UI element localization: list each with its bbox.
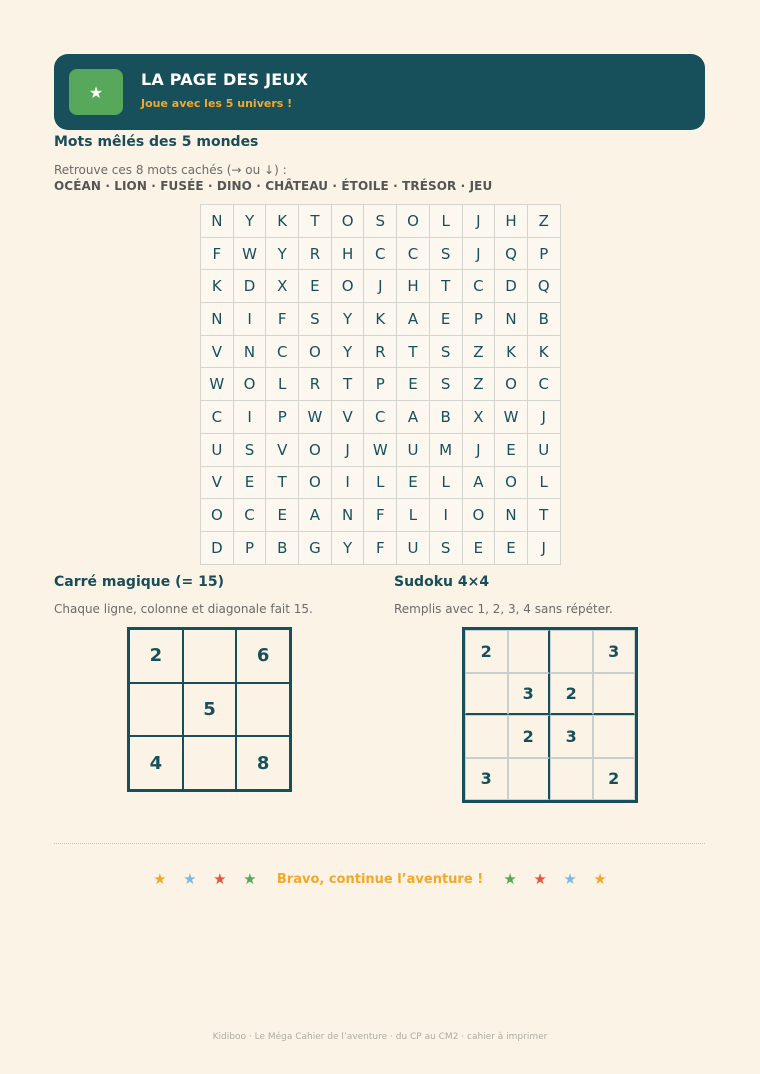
wordsearch-cell: N xyxy=(234,336,267,369)
wordsearch-cell: P xyxy=(266,401,299,434)
wordsearch-cell: A xyxy=(397,401,430,434)
wordsearch-cell: Y xyxy=(266,238,299,271)
wordsearch-grid xyxy=(200,204,561,565)
wordsearch-cell: D xyxy=(234,270,267,303)
wordsearch-cell: T xyxy=(299,205,332,238)
star-icon: ★ xyxy=(533,870,547,888)
star-icon: ★ xyxy=(183,870,197,888)
wordsearch-cell: S xyxy=(234,434,267,467)
page-title: LA PAGE DES JEUX xyxy=(141,70,309,89)
wordsearch-cell: B xyxy=(266,532,299,565)
magic-square-cell[interactable] xyxy=(183,629,237,683)
wordsearch-cell: E xyxy=(430,303,463,336)
wordsearch-cell: S xyxy=(364,205,397,238)
wordsearch-cell: E xyxy=(495,434,528,467)
wordsearch-cell: U xyxy=(397,532,430,565)
wordsearch-cell: O xyxy=(463,499,496,532)
bravo-banner xyxy=(0,868,760,890)
wordsearch-cell: J xyxy=(528,532,561,565)
wordsearch-cell: V xyxy=(201,467,234,500)
wordsearch-word-list: OCÉAN · LION · FUSÉE · DINO · CHÂTEAU · ÉTOILE · TRÉSOR · JEU xyxy=(54,179,493,193)
wordsearch-cell: A xyxy=(463,467,496,500)
wordsearch-cell: E xyxy=(397,368,430,401)
wordsearch-cell: H xyxy=(495,205,528,238)
wordsearch-cell: X xyxy=(266,270,299,303)
sudoku-cell: 2 xyxy=(508,715,551,758)
sudoku-cell: 2 xyxy=(593,758,636,801)
wordsearch-cell: L xyxy=(266,368,299,401)
star-icon: ★ xyxy=(243,870,257,888)
wordsearch-cell: Y xyxy=(332,336,365,369)
wordsearch-cell: I xyxy=(332,467,365,500)
star-icon: ★ xyxy=(593,870,607,888)
sudoku-cell: 3 xyxy=(593,630,636,673)
wordsearch-cell: W xyxy=(234,238,267,271)
wordsearch-cell: Q xyxy=(528,270,561,303)
wordsearch-cell: J xyxy=(364,270,397,303)
wordsearch-cell: E xyxy=(463,532,496,565)
wordsearch-cell: R xyxy=(299,368,332,401)
magic-square-instruction: Chaque ligne, colonne et diagonale fait 15. xyxy=(54,602,313,616)
sudoku-title: Sudoku 4×4 xyxy=(394,574,490,590)
page-header xyxy=(54,54,705,130)
wordsearch-cell: K xyxy=(528,336,561,369)
wordsearch-cell: E xyxy=(397,467,430,500)
sudoku-cell: 3 xyxy=(550,715,593,758)
wordsearch-cell: S xyxy=(430,532,463,565)
wordsearch-cell: C xyxy=(201,401,234,434)
wordsearch-title: Mots mêlés des 5 mondes xyxy=(54,134,259,150)
magic-square-cell: 5 xyxy=(183,683,237,737)
wordsearch-cell: N xyxy=(201,303,234,336)
page-subtitle: Joue avec les 5 univers ! xyxy=(141,97,293,110)
wordsearch-cell: F xyxy=(364,499,397,532)
magic-square-cell: 2 xyxy=(129,629,183,683)
wordsearch-cell: S xyxy=(430,368,463,401)
wordsearch-cell: T xyxy=(397,336,430,369)
wordsearch-cell: P xyxy=(234,532,267,565)
wordsearch-cell: O xyxy=(299,467,332,500)
wordsearch-cell: O xyxy=(332,205,365,238)
wordsearch-cell: I xyxy=(234,401,267,434)
sudoku-instruction: Remplis avec 1, 2, 3, 4 sans répéter. xyxy=(394,602,613,616)
wordsearch-cell: O xyxy=(299,336,332,369)
wordsearch-cell: S xyxy=(430,336,463,369)
bravo-text: Bravo, continue l’aventure ! xyxy=(276,871,484,887)
wordsearch-cell: R xyxy=(299,238,332,271)
wordsearch-cell: Y xyxy=(234,205,267,238)
wordsearch-cell: F xyxy=(201,238,234,271)
wordsearch-cell: L xyxy=(397,499,430,532)
wordsearch-cell: T xyxy=(332,368,365,401)
wordsearch-cell: B xyxy=(528,303,561,336)
wordsearch-cell: C xyxy=(364,401,397,434)
wordsearch-cell: W xyxy=(495,401,528,434)
wordsearch-cell: C xyxy=(234,499,267,532)
wordsearch-cell: X xyxy=(463,401,496,434)
magic-square-cell: 6 xyxy=(236,629,290,683)
wordsearch-cell: O xyxy=(234,368,267,401)
wordsearch-cell: I xyxy=(430,499,463,532)
sudoku-cell: 2 xyxy=(550,673,593,716)
wordsearch-cell: S xyxy=(299,303,332,336)
wordsearch-cell: E xyxy=(234,467,267,500)
wordsearch-cell: V xyxy=(266,434,299,467)
wordsearch-cell: Z xyxy=(463,336,496,369)
wordsearch-cell: W xyxy=(299,401,332,434)
sudoku-cell[interactable] xyxy=(465,673,508,716)
wordsearch-cell: C xyxy=(463,270,496,303)
wordsearch-cell: E xyxy=(495,532,528,565)
wordsearch-cell: G xyxy=(299,532,332,565)
magic-square-cell: 8 xyxy=(236,736,290,790)
wordsearch-cell: U xyxy=(397,434,430,467)
wordsearch-cell: P xyxy=(463,303,496,336)
sudoku-cell[interactable] xyxy=(593,715,636,758)
wordsearch-cell: H xyxy=(332,238,365,271)
wordsearch-cell: W xyxy=(201,368,234,401)
star-icon: ★ xyxy=(563,870,577,888)
star-icon: ★ xyxy=(213,870,227,888)
wordsearch-cell: F xyxy=(266,303,299,336)
wordsearch-cell: O xyxy=(332,270,365,303)
sudoku-cell[interactable] xyxy=(508,758,551,801)
wordsearch-instruction: Retrouve ces 8 mots cachés (→ ou ↓) : xyxy=(54,163,287,177)
star-icon: ★ xyxy=(69,69,123,115)
wordsearch-cell: K xyxy=(364,303,397,336)
wordsearch-cell: E xyxy=(266,499,299,532)
wordsearch-cell: J xyxy=(463,434,496,467)
wordsearch-cell: J xyxy=(332,434,365,467)
wordsearch-cell: K xyxy=(495,336,528,369)
page-footer: Kidiboo · Le Méga Cahier de l’aventure · du CP au CM2 · cahier à imprimer xyxy=(212,1032,548,1042)
wordsearch-cell: O xyxy=(495,467,528,500)
wordsearch-cell: O xyxy=(201,499,234,532)
sudoku-cell[interactable] xyxy=(550,630,593,673)
wordsearch-cell: A xyxy=(397,303,430,336)
star-icon: ★ xyxy=(503,870,517,888)
wordsearch-cell: B xyxy=(430,401,463,434)
wordsearch-cell: N xyxy=(495,499,528,532)
wordsearch-cell: C xyxy=(364,238,397,271)
sudoku-cell[interactable] xyxy=(593,673,636,716)
sudoku-cell[interactable] xyxy=(465,715,508,758)
magic-square-cell[interactable] xyxy=(183,736,237,790)
magic-square-cell: 4 xyxy=(129,736,183,790)
wordsearch-cell: V xyxy=(332,401,365,434)
wordsearch-cell: S xyxy=(430,238,463,271)
wordsearch-cell: I xyxy=(234,303,267,336)
wordsearch-cell: E xyxy=(299,270,332,303)
wordsearch-cell: O xyxy=(397,205,430,238)
sudoku-cell[interactable] xyxy=(508,630,551,673)
wordsearch-cell: Y xyxy=(332,532,365,565)
wordsearch-cell: L xyxy=(430,467,463,500)
wordsearch-cell: L xyxy=(528,467,561,500)
wordsearch-cell: Z xyxy=(463,368,496,401)
wordsearch-cell: T xyxy=(266,467,299,500)
wordsearch-cell: W xyxy=(364,434,397,467)
wordsearch-cell: J xyxy=(528,401,561,434)
wordsearch-cell: M xyxy=(430,434,463,467)
sudoku-cell: 3 xyxy=(508,673,551,716)
wordsearch-cell: O xyxy=(495,368,528,401)
wordsearch-cell: A xyxy=(299,499,332,532)
wordsearch-cell: K xyxy=(266,205,299,238)
star-icon: ★ xyxy=(153,870,167,888)
wordsearch-cell: P xyxy=(364,368,397,401)
wordsearch-cell: H xyxy=(397,270,430,303)
magic-square-grid xyxy=(127,627,292,792)
wordsearch-cell: J xyxy=(463,238,496,271)
sudoku-cell: 3 xyxy=(465,758,508,801)
wordsearch-cell: U xyxy=(201,434,234,467)
wordsearch-cell: L xyxy=(430,205,463,238)
wordsearch-cell: K xyxy=(201,270,234,303)
wordsearch-cell: J xyxy=(463,205,496,238)
wordsearch-cell: F xyxy=(364,532,397,565)
wordsearch-cell: P xyxy=(528,238,561,271)
magic-square-title: Carré magique (= 15) xyxy=(54,574,224,590)
wordsearch-cell: C xyxy=(266,336,299,369)
magic-square-cell[interactable] xyxy=(236,683,290,737)
wordsearch-cell: T xyxy=(430,270,463,303)
wordsearch-cell: D xyxy=(201,532,234,565)
wordsearch-cell: T xyxy=(528,499,561,532)
magic-square-cell[interactable] xyxy=(129,683,183,737)
wordsearch-cell: C xyxy=(528,368,561,401)
wordsearch-cell: C xyxy=(397,238,430,271)
wordsearch-cell: O xyxy=(299,434,332,467)
wordsearch-cell: V xyxy=(201,336,234,369)
wordsearch-cell: D xyxy=(495,270,528,303)
wordsearch-cell: L xyxy=(364,467,397,500)
sudoku-grid xyxy=(462,627,638,803)
wordsearch-cell: R xyxy=(364,336,397,369)
wordsearch-cell: N xyxy=(201,205,234,238)
wordsearch-cell: Y xyxy=(332,303,365,336)
sudoku-cell[interactable] xyxy=(550,758,593,801)
wordsearch-cell: N xyxy=(495,303,528,336)
wordsearch-cell: Z xyxy=(528,205,561,238)
dotted-divider xyxy=(54,843,705,844)
wordsearch-cell: U xyxy=(528,434,561,467)
wordsearch-cell: N xyxy=(332,499,365,532)
sudoku-cell: 2 xyxy=(465,630,508,673)
wordsearch-cell: Q xyxy=(495,238,528,271)
